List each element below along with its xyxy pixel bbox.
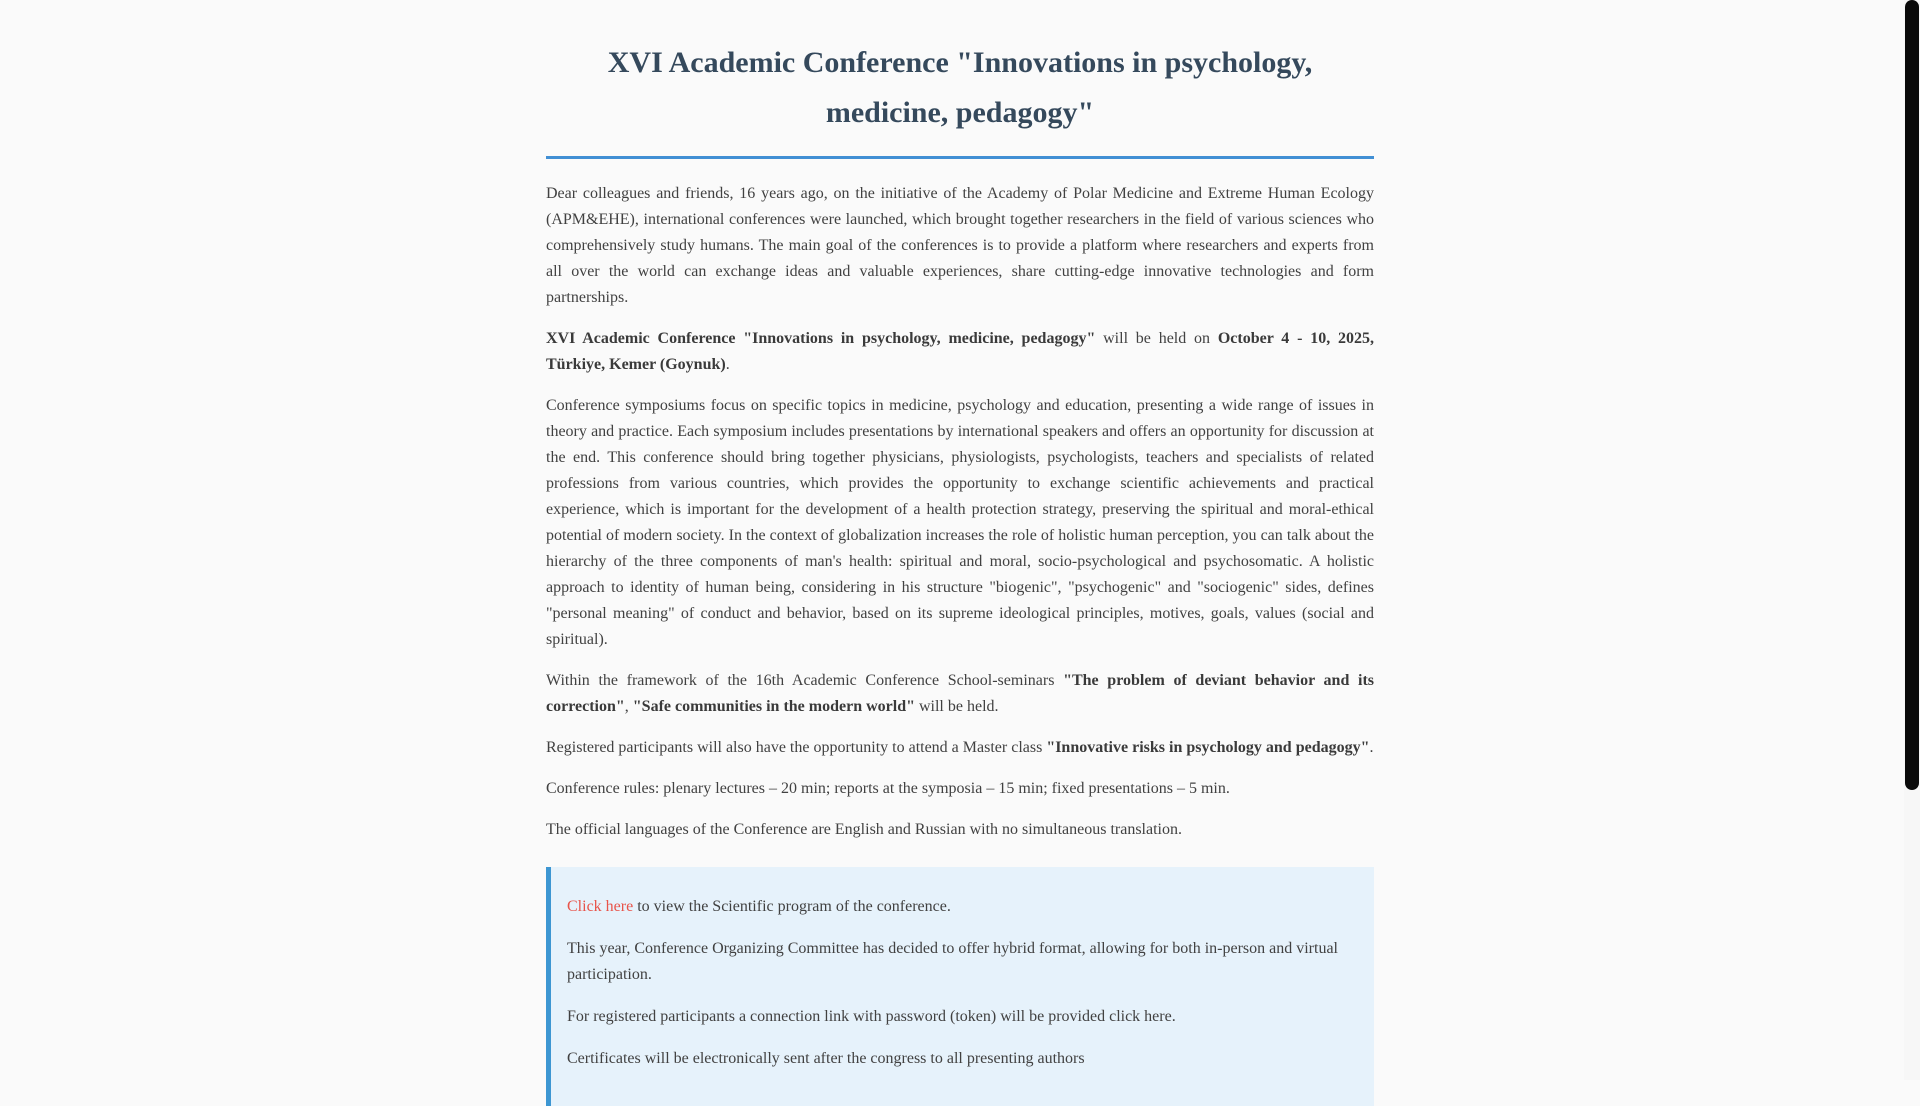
info-box: [546, 867, 1374, 1106]
seminar2-title-bold: "Safe communities in the modern world": [632, 698, 915, 715]
conference-date-bold: October 4 - 10, 2025, Türkiye, Kemer (Goynuk): [546, 330, 1374, 373]
connection-link-paragraph: For registered participants a connection link with password (token) will be provided click here.: [567, 1008, 1176, 1025]
scrollbar-track[interactable]: [1904, 0, 1920, 1080]
click-here-link[interactable]: Click here: [567, 898, 634, 915]
paragraph-rules: Conference rules: plenary lectures – 20 min; reports at the symposia – 15 min; fixed presentations – 5 min.: [546, 780, 1230, 797]
scrollbar-thumb[interactable]: [1905, 0, 1919, 790]
paragraph-school-seminars: [546, 668, 1374, 720]
seminars-separator-text: ,: [624, 698, 633, 715]
paragraph-symposiums: Conference symposiums focus on specific topics in medicine, psychology and education, presenting a wide range of issues in theory and practice. Each symposium includes presentations by international speakers and offers an opportunity for discussion at the end. This conference should bring together physicians, physiologists, psychologists, teachers and specialists of related professions from various countries, which provides the opportunity to exchange scientific achievements and practical experience, which is important for the development of a health protection strategy, preserving the spiritual and moral-ethical potential of modern society. In the context of globalization increases the role of holistic human perception, you can talk about the hierarchy of the three components of man's health: spiritual and moral, socio-psychological and psychosomatic. A holistic approach to identity of human being, considering in his structure "biogenic", "psychogenic" and "sociogenic" sides, defines "personal meaning" of conduct and behavior, based on its supreme ideological principles, motives, goals, values (social and spiritual).: [546, 397, 1374, 648]
announcement-end-text: .: [725, 356, 730, 373]
main-content: [546, 0, 1374, 1106]
hybrid-format-paragraph: This year, Conference Organizing Committee has decided to offer hybrid format, allowing for both in-person and virtual participation.: [567, 940, 1338, 983]
master-class-title-bold: "Innovative risks in psychology and pedagogy": [1046, 739, 1370, 756]
paragraph-intro: Dear colleagues and friends, 16 years ago, on the initiative of the Academy of Polar Medicine and Extreme Human Ecology (APM&EHE), international conferences were launched, which brought together researchers in the field of various sciences who comprehensively study humans. The main goal of the conferences is to provide a platform where researchers and experts from all over the world can exchange ideas and valuable experiences, share cutting-edge innovative technologies and form partnerships.: [546, 185, 1374, 306]
program-rest-text: to view the Scientific program of the conference.: [633, 898, 951, 915]
master-class-tail-text: .: [1369, 739, 1374, 756]
paragraph-announcement: [546, 326, 1374, 378]
announcement-mid-text: will be held on: [1095, 330, 1218, 347]
seminar1-title-bold: "The problem of deviant behavior and its correction": [546, 672, 1375, 715]
conference-name-bold: XVI Academic Conference "Innovations in psychology, medicine, pedagogy": [546, 330, 1096, 347]
program-paragraph: [567, 894, 1354, 920]
seminars-tail-text: will be held.: [914, 698, 999, 715]
paragraph-languages: The official languages of the Conference are English and Russian with no simultaneous translation.: [546, 821, 1182, 838]
page-title: XVI Academic Conference "Innovations in psychology, medicine, pedagogy": [607, 46, 1313, 129]
paragraph-master-class: [546, 735, 1374, 761]
master-class-lead-text: Registered participants will also have the opportunity to attend a Master class: [546, 739, 1047, 756]
certificates-paragraph: Certificates will be electronically sent after the congress to all presenting authors: [567, 1050, 1085, 1067]
title-divider: [546, 156, 1374, 159]
seminars-lead-text: Within the framework of the 16th Academic Conference School-seminars: [546, 672, 1064, 689]
